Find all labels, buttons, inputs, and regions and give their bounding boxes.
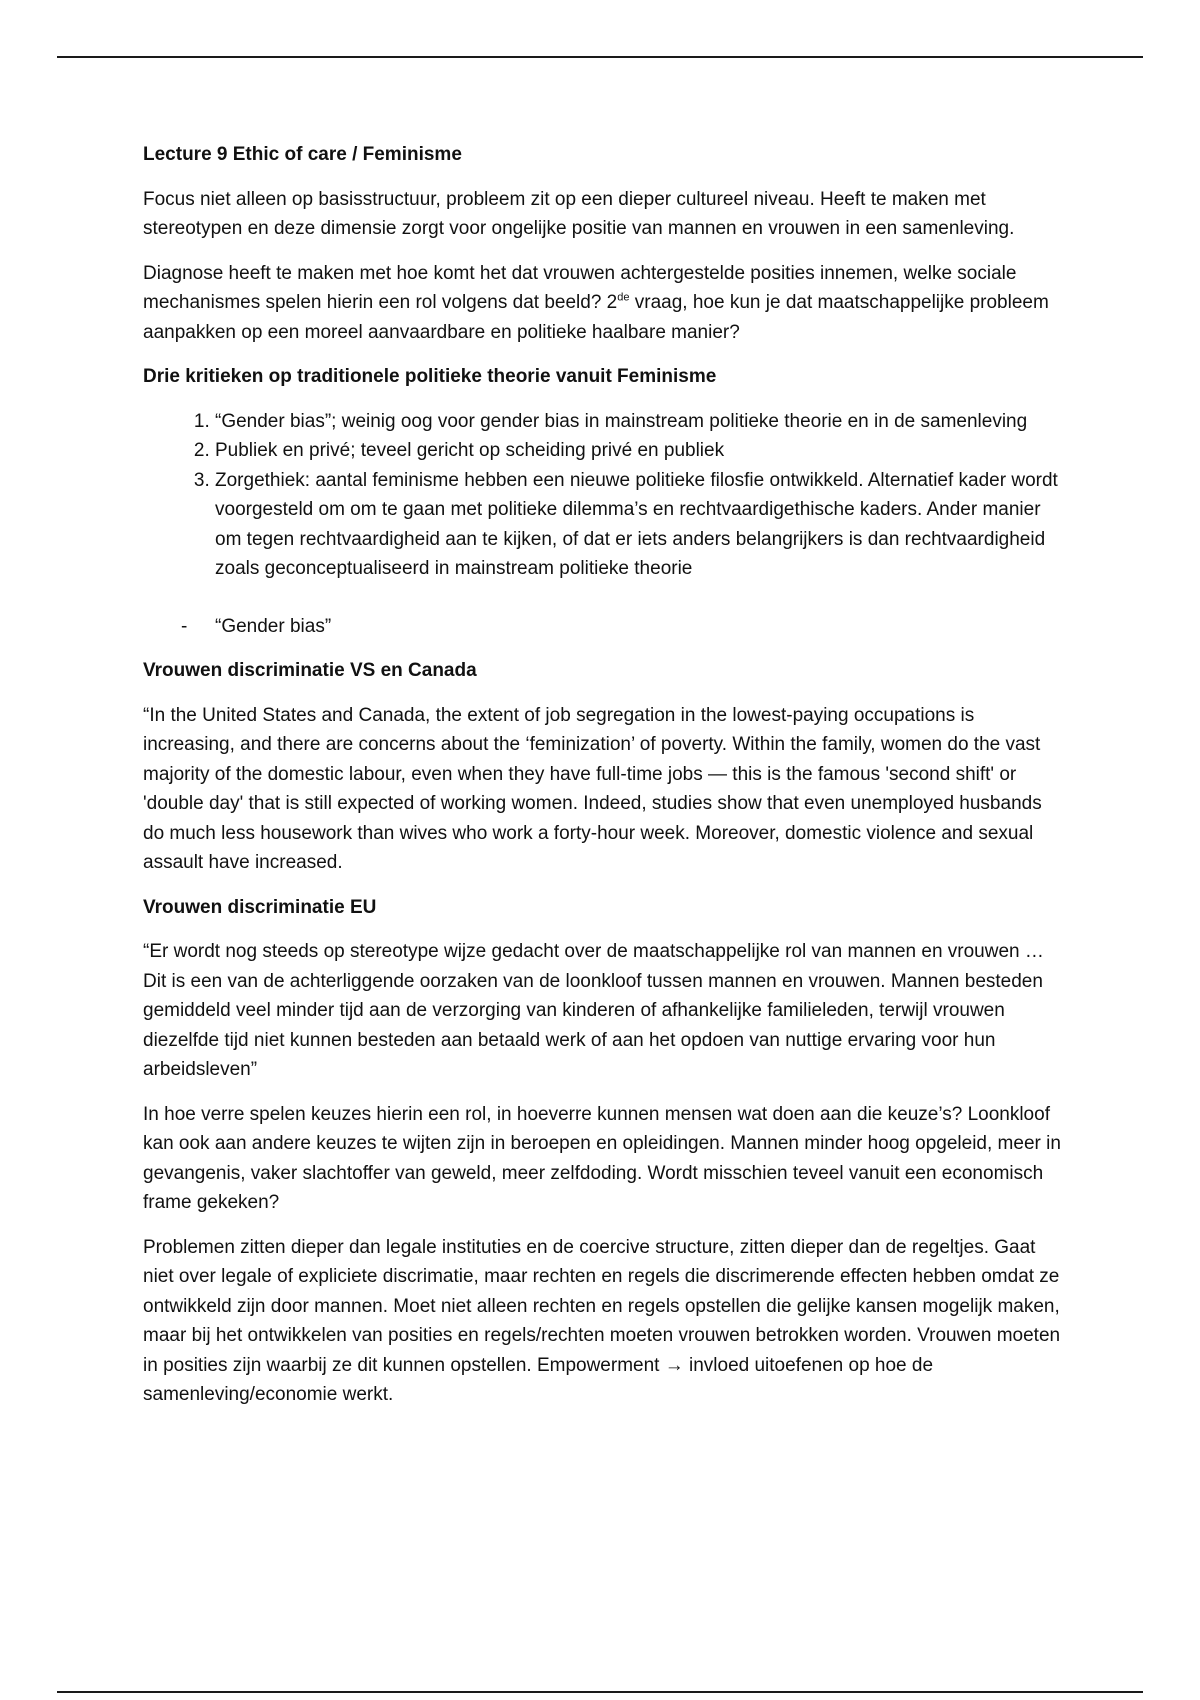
diagnose-text-2: vraag, hoe kun je dat maatschappelijke probleem aanpakken op een moreel aanvaardbare en politieke haalbare manier?	[143, 292, 1049, 343]
intro-paragraph: Focus niet alleen op basisstructuur, probleem zit op een dieper cultureel niveau. Heeft te maken met stereotypen en deze dimensie zorgt voor ongelijke positie van mannen en vrouwen in een samenleving.	[143, 188, 1015, 239]
section-vs-quote: “In the United States and Canada, the extent of job segregation in the lowest-paying occupations is increasing, and there are concerns about the ‘feminization’ of poverty. Within the family, women do the vast majority of the domestic labour, even when they have full-time jobs — this is the famous 'second shift' or 'double day' that is still expected of working women. Indeed, studies show that even unemployed husbands do much less housework than wives who work a forty-hour week. Moreover, domestic violence and sexual assault have increased.	[143, 704, 1042, 873]
section-vs-heading: Vrouwen discriminatie VS en Canada	[143, 660, 477, 681]
critique-item: 1. “Gender bias”; weinig oog voor gender bias in mainstream politieke theorie en in de samenleving	[215, 407, 1063, 437]
dash-item-text: “Gender bias”	[215, 615, 332, 637]
critiques-list	[143, 407, 1063, 584]
footer-rule	[57, 1691, 1143, 1693]
critique-item: 2. Publiek en privé; teveel gericht op scheiding privé en publiek	[215, 436, 1063, 466]
document-title: Lecture 9 Ethic of care / Feminisme	[143, 144, 462, 165]
section-eu-quote: “Er wordt nog steeds op stereotype wijze gedacht over de maatschappelijke rol van mannen en vrouwen … Dit is een van de achterliggende oorzaken van de loonkloof tussen mannen en vrouwen. Mannen besteden gemiddeld veel minder tijd aan de verzorging van kinderen of afhankelijke familieleden, terwijl vrouwen diezelfde tijd niet kunnen besteden aan betaald werk of aan het opdoen van nuttige ervaring voor hun arbeidsleven”	[143, 941, 1044, 1080]
critique-item: 3. Zorgethiek: aantal feminisme hebben een nieuwe politieke filosfie ontwikkeld. Alternatief kader wordt voorgesteld om om te gaan met politieke dilemma’s en rechtvaardigethische kaders. Ander manier om tegen rechtvaardigheid aan te kijken, of dat er iets anders belangrijkers is dan rechtvaardigheid zoals geconceptualiseerd in mainstream politieke theorie	[215, 466, 1063, 584]
document-body	[143, 140, 1063, 1425]
dash-marker: -	[181, 615, 188, 637]
diagnose-text-1: Diagnose heeft te maken met hoe komt het dat vrouwen achtergestelde posities innemen, welke sociale mechanismes spelen hierin een rol volgens dat beeld? 2	[143, 262, 1017, 313]
header-rule	[57, 56, 1143, 58]
diagnose-paragraph	[143, 259, 1063, 348]
section-eu-heading: Vrouwen discriminatie EU	[143, 896, 377, 918]
diagnose-superscript: de	[617, 291, 630, 304]
problems-paragraph: Problemen zitten dieper dan legale instituties en de coercive structure, zitten dieper dan de regeltjes. Gaat niet over legale of expliciete discrimatie, maar rechten en regels die discrimerende effecten hebben omdat ze ontwikkeld zijn door mannen. Moet niet alleen rechten en regels opstellen die gelijke kansen mogelijk maken, maar bij het ontwikkelen van posities en regels/rechten moeten vrouwen betrokken worden. Vrouwen moeten in posities zijn waarbij ze dit kunnen opstellen. Empowerment → invloed uitoefenen op hoe de samenleving/economie werkt.	[143, 1236, 1061, 1405]
dash-list-item	[143, 612, 1063, 642]
choices-paragraph: In hoe verre spelen keuzes hierin een rol, in hoeverre kunnen mensen wat doen aan die keuze’s? Loonkloof kan ook aan andere keuzes te wijten zijn in beroepen en opleidingen. Mannen minder hoog opgeleid, meer in gevangenis, vaker slachtoffer van geweld, meer zelfdoding. Wordt misschien teveel vanuit een economisch frame gekeken?	[143, 1103, 1061, 1213]
critiques-heading: Drie kritieken op traditionele politieke theorie vanuit Feminisme	[143, 366, 717, 387]
